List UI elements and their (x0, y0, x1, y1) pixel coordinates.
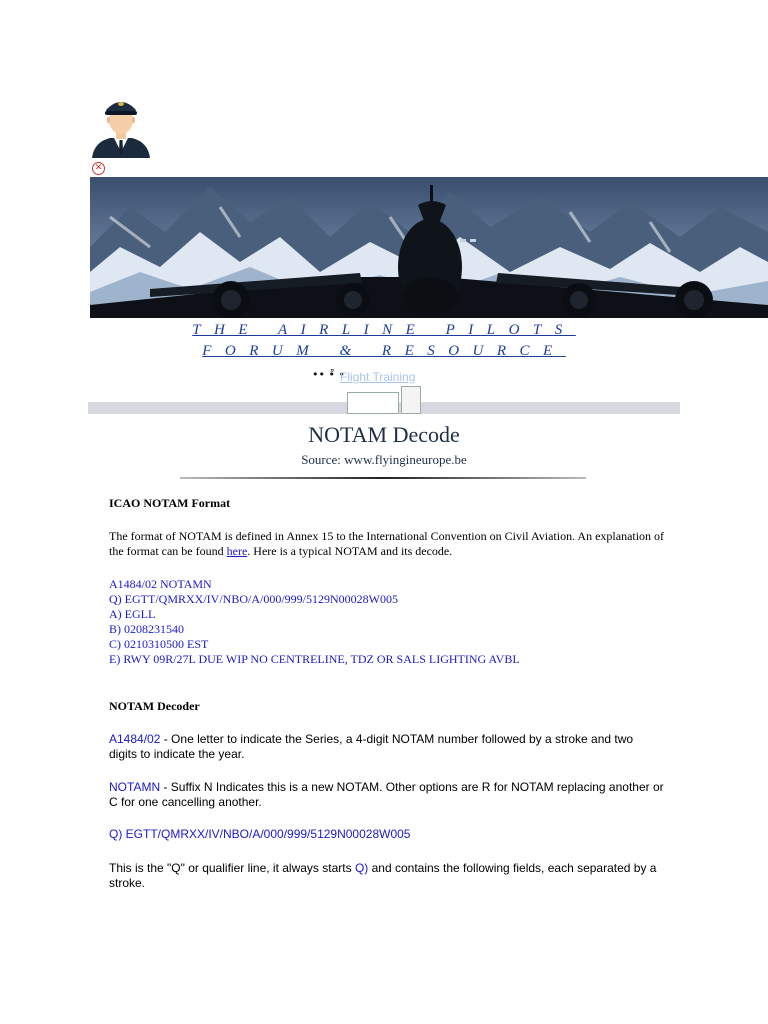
notam-line: A1484/02 NOTAMN (109, 577, 212, 591)
decoder-q-description: This is the "Q" or qualifier line, it always starts Q) and contains the following fields, each separated by a stroke. (109, 861, 657, 890)
notam-line: B) 0208231540 (109, 622, 184, 636)
pilot-avatar-icon (90, 92, 152, 158)
section-heading-decoder: NOTAM Decoder (109, 699, 200, 713)
decoder-series-para: A1484/02 - One letter to indicate the Series, a 4-digit NOTAM number followed by a stroke and two digits to indicate the year. (109, 732, 634, 761)
divider (180, 477, 586, 479)
notam-line: C) 0210310500 EST (109, 637, 209, 651)
here-link[interactable]: here (226, 544, 248, 558)
decoder-notamn-para: NOTAMN - Suffix N Indicates this is a new NOTAM. Other options are R for NOTAM replacing another or C for one cancelling another. (109, 780, 664, 809)
decoder-code: NOTAMN (109, 780, 161, 794)
notam-example (109, 577, 520, 667)
close-icon[interactable]: ✕ (92, 162, 105, 175)
format-paragraph: The format of NOTAM is defined in Annex 15 to the International Convention on Civil Aviation. An explanation of the format can be found here. Here is a typical NOTAM and its decode. (109, 529, 665, 558)
section-heading-format: ICAO NOTAM Format (109, 496, 231, 510)
notam-line: Q) EGTT/QMRXX/IV/NBO/A/000/999/5129N00028W005 (109, 592, 398, 606)
site-title[interactable]: THE AIRLINE PILOTS FORUM & RESOURCE (192, 322, 576, 359)
airplane-banner-image (90, 177, 768, 318)
source-line: Source: www.flyingineurope.be (301, 452, 467, 467)
notam-line: A) EGLL (109, 607, 156, 621)
search-button[interactable] (401, 386, 421, 414)
search-input[interactable] (347, 392, 399, 414)
page-title: NOTAM Decode (308, 422, 460, 447)
decoder-code: A1484/02 (109, 732, 161, 746)
nav-dots: •• •̊ • (312, 368, 345, 381)
decoder-code: Q) (354, 861, 369, 875)
decoder-q-line: Q) EGTT/QMRXX/IV/NBO/A/000/999/5129N00028W005 (109, 827, 411, 841)
notam-line: E) RWY 09R/27L DUE WIP NO CENTRELINE, TDZ OR SALS LIGHTING AVBL (109, 652, 520, 666)
nav-faded-link[interactable]: Flight Training (340, 370, 416, 384)
